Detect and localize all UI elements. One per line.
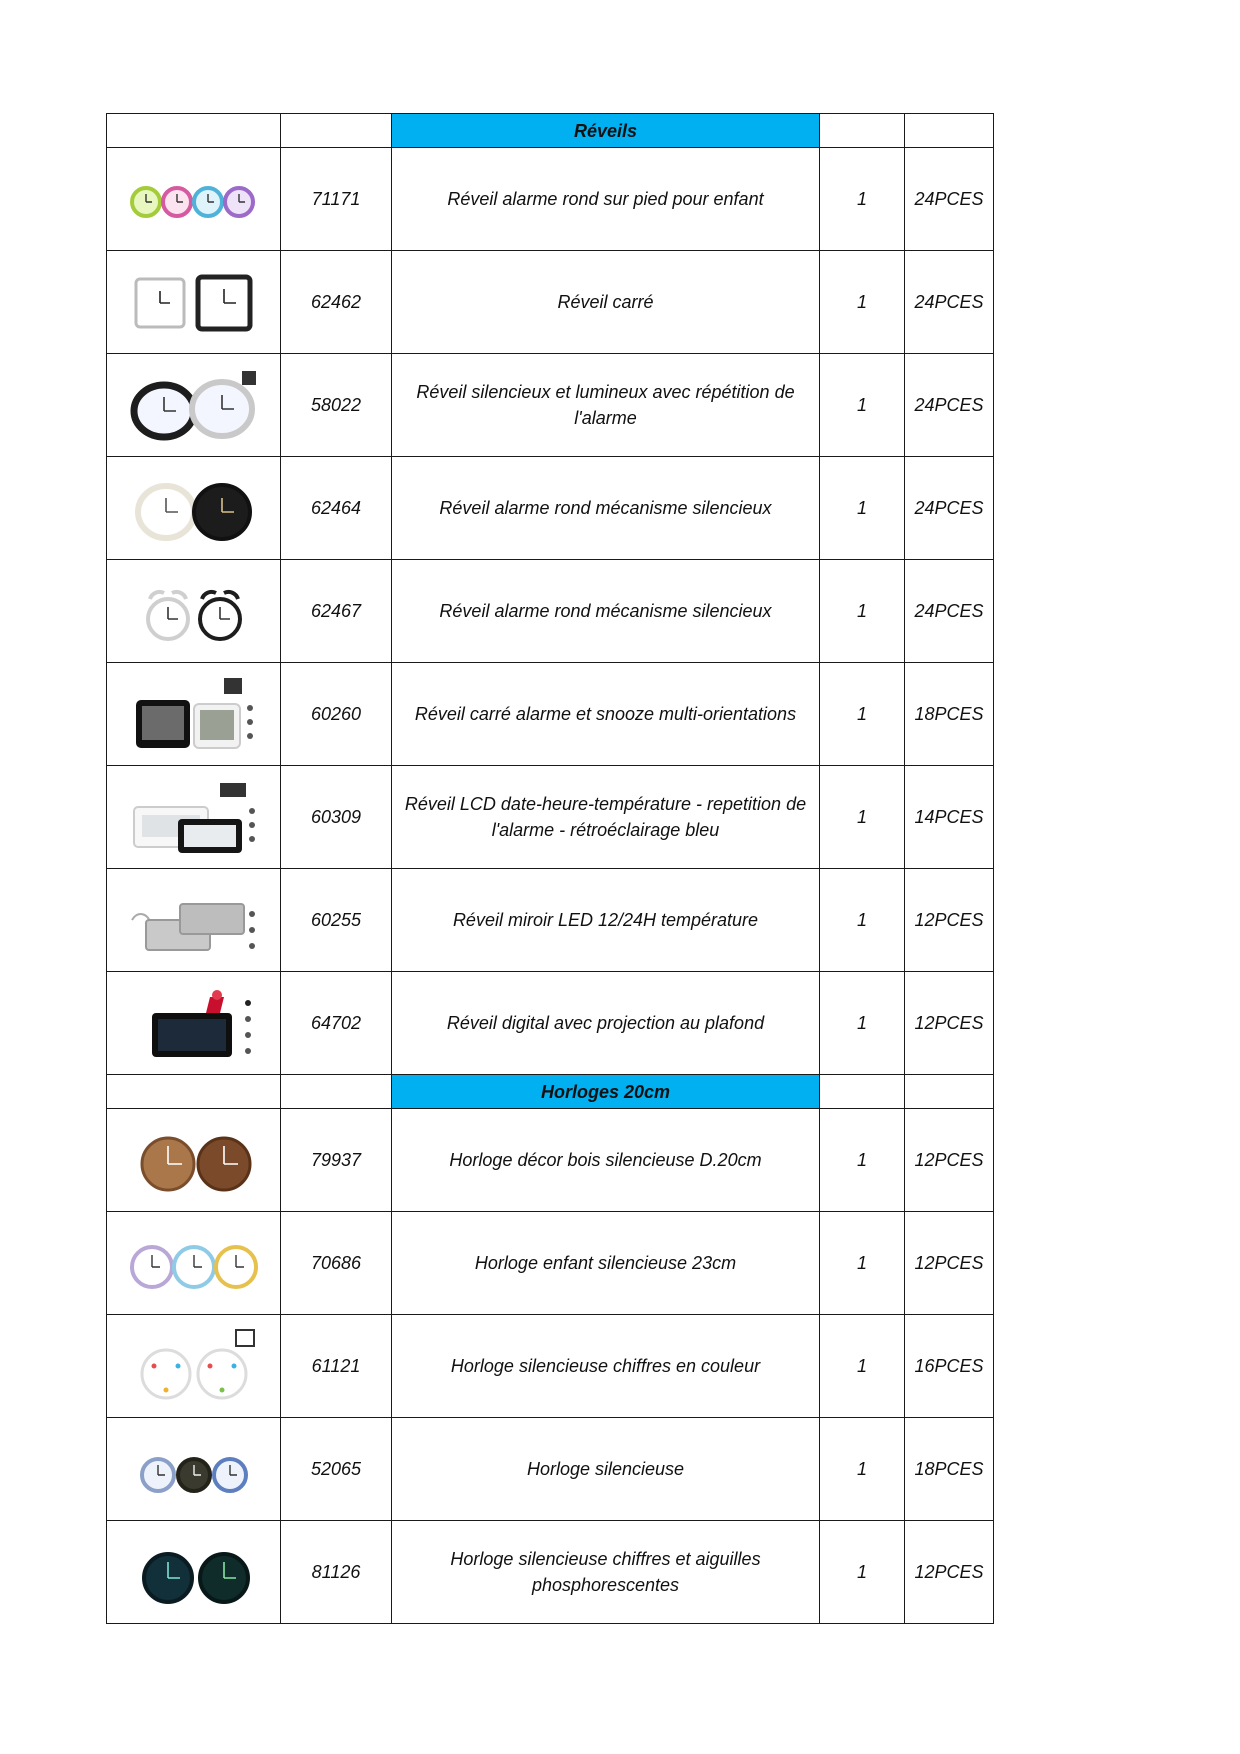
round-clock-icon — [128, 470, 260, 546]
twin-bell-clock-icon — [128, 573, 260, 649]
section-title: Horloges 20cm — [392, 1075, 820, 1109]
product-image-cell — [107, 148, 281, 251]
product-description: Réveil digital avec projection au plafond — [392, 972, 820, 1075]
product-ref: 52065 — [281, 1418, 392, 1521]
product-pack: 18PCES — [905, 1418, 994, 1521]
product-row — [107, 1315, 994, 1418]
product-pack: 16PCES — [905, 1315, 994, 1418]
product-ref: 60260 — [281, 663, 392, 766]
section-header-row — [107, 114, 994, 148]
product-row — [107, 1212, 994, 1315]
product-pack: 24PCES — [905, 148, 994, 251]
product-qty: 1 — [820, 1521, 905, 1624]
product-description: Réveil miroir LED 12/24H température — [392, 869, 820, 972]
product-pack: 12PCES — [905, 1212, 994, 1315]
product-description: Horloge silencieuse chiffres en couleur — [392, 1315, 820, 1418]
product-description: Horloge silencieuse chiffres et aiguilles phosphorescentes — [392, 1521, 820, 1624]
product-image-cell — [107, 457, 281, 560]
product-catalog-table — [106, 113, 994, 1624]
product-pack: 24PCES — [905, 560, 994, 663]
product-pack: 18PCES — [905, 663, 994, 766]
product-ref: 70686 — [281, 1212, 392, 1315]
product-pack: 14PCES — [905, 766, 994, 869]
product-image-cell — [107, 1315, 281, 1418]
product-description: Réveil carré alarme et snooze multi-orientations — [392, 663, 820, 766]
product-qty: 1 — [820, 766, 905, 869]
product-image-cell — [107, 1418, 281, 1521]
product-ref: 62462 — [281, 251, 392, 354]
wall-clock-icon — [128, 1534, 260, 1610]
product-row — [107, 1109, 994, 1212]
product-ref: 60255 — [281, 869, 392, 972]
product-pack: 12PCES — [905, 1521, 994, 1624]
product-ref: 61121 — [281, 1315, 392, 1418]
digital-clock-icon — [128, 674, 260, 754]
product-qty: 1 — [820, 1315, 905, 1418]
product-row — [107, 354, 994, 457]
product-qty: 1 — [820, 1109, 905, 1212]
product-pack: 12PCES — [905, 1109, 994, 1212]
product-image-cell — [107, 251, 281, 354]
section-title: Réveils — [392, 114, 820, 148]
wall-clock-icon — [128, 1431, 260, 1507]
wall-clock-icon — [128, 1122, 260, 1198]
product-row — [107, 148, 994, 251]
product-description: Réveil alarme rond mécanisme silencieux — [392, 560, 820, 663]
product-image-cell — [107, 1212, 281, 1315]
product-ref: 81126 — [281, 1521, 392, 1624]
product-qty: 1 — [820, 663, 905, 766]
product-qty: 1 — [820, 560, 905, 663]
product-ref: 60309 — [281, 766, 392, 869]
product-pack: 12PCES — [905, 972, 994, 1075]
product-ref: 64702 — [281, 972, 392, 1075]
product-image-cell — [107, 972, 281, 1075]
product-description: Réveil alarme rond sur pied pour enfant — [392, 148, 820, 251]
product-row — [107, 972, 994, 1075]
product-image-cell — [107, 1109, 281, 1212]
product-qty: 1 — [820, 869, 905, 972]
product-description: Horloge enfant silencieuse 23cm — [392, 1212, 820, 1315]
product-ref: 62464 — [281, 457, 392, 560]
product-qty: 1 — [820, 1418, 905, 1521]
projection-clock-icon — [128, 983, 260, 1063]
lcd-clock-icon — [128, 777, 260, 857]
square-clock-icon — [128, 267, 260, 337]
product-row — [107, 869, 994, 972]
product-row — [107, 1521, 994, 1624]
product-image-cell — [107, 663, 281, 766]
product-qty: 1 — [820, 251, 905, 354]
product-row — [107, 251, 994, 354]
product-image-cell — [107, 1521, 281, 1624]
product-qty: 1 — [820, 972, 905, 1075]
product-qty: 1 — [820, 1212, 905, 1315]
product-description: Réveil LCD date-heure-température - repetition de l'alarme - rétroéclairage bleu — [392, 766, 820, 869]
product-description: Horloge décor bois silencieuse D.20cm — [392, 1109, 820, 1212]
product-qty: 1 — [820, 354, 905, 457]
product-ref: 62467 — [281, 560, 392, 663]
product-pack: 12PCES — [905, 869, 994, 972]
product-pack: 24PCES — [905, 251, 994, 354]
product-description: Réveil silencieux et lumineux avec répétition de l'alarme — [392, 354, 820, 457]
mirror-led-clock-icon — [128, 880, 260, 960]
product-description: Horloge silencieuse — [392, 1418, 820, 1521]
product-description: Réveil carré — [392, 251, 820, 354]
product-row — [107, 457, 994, 560]
product-image-cell — [107, 869, 281, 972]
alarm-clock-icon — [128, 164, 260, 234]
product-row — [107, 560, 994, 663]
product-image-cell — [107, 560, 281, 663]
wall-clock-icon — [128, 1225, 260, 1301]
section-header-row — [107, 1075, 994, 1109]
product-pack: 24PCES — [905, 457, 994, 560]
product-row — [107, 766, 994, 869]
product-image-cell — [107, 354, 281, 457]
product-ref: 79937 — [281, 1109, 392, 1212]
product-ref: 71171 — [281, 148, 392, 251]
product-ref: 58022 — [281, 354, 392, 457]
product-qty: 1 — [820, 148, 905, 251]
wall-clock-icon — [128, 1326, 260, 1406]
product-image-cell — [107, 766, 281, 869]
round-clock-icon — [128, 367, 260, 443]
product-pack: 24PCES — [905, 354, 994, 457]
product-row — [107, 663, 994, 766]
product-row — [107, 1418, 994, 1521]
product-qty: 1 — [820, 457, 905, 560]
product-description: Réveil alarme rond mécanisme silencieux — [392, 457, 820, 560]
